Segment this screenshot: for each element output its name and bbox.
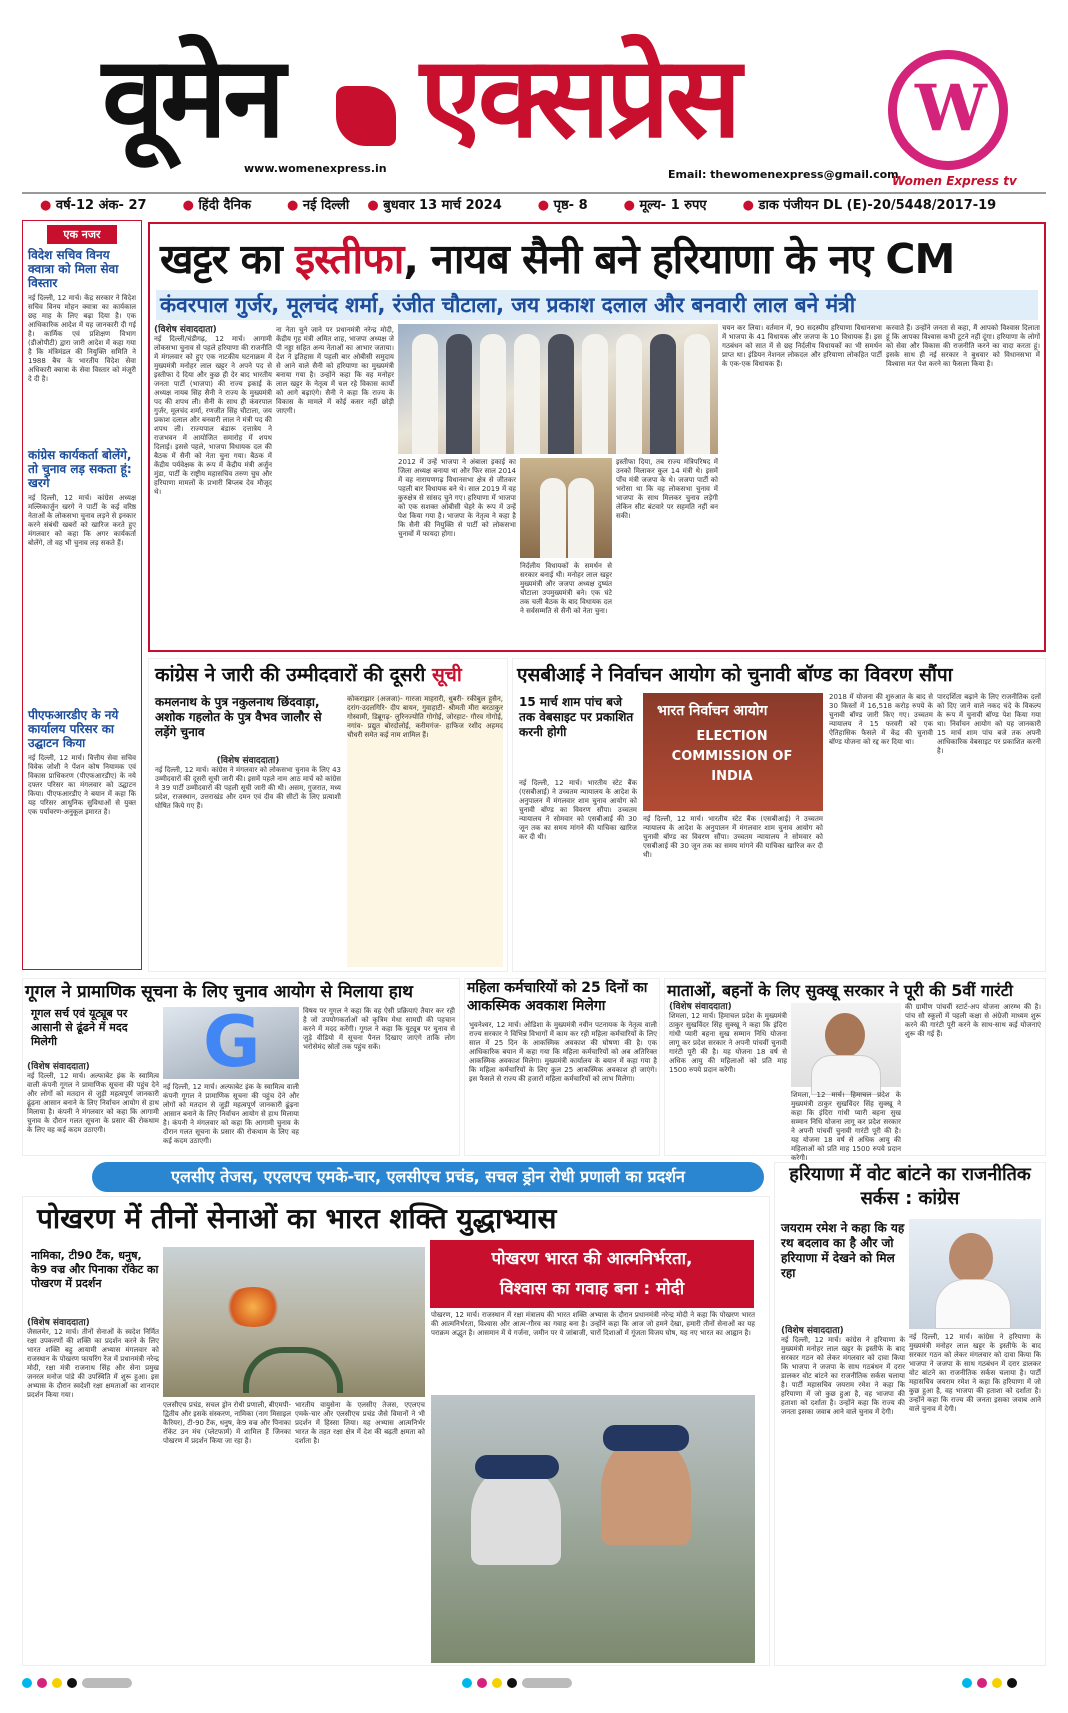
gray-bar bbox=[522, 1678, 572, 1688]
byline: (विशेष संवाददाता) bbox=[669, 1002, 732, 1012]
google-text-3: विषय पर गूगल ने कहा कि वह ऐसी प्रक्रियाएं तैयार कर रही है जो उपयोगकर्ताओं को कृत्रिम मेधा सामग्री की पहचान करने में मदद करेंगी। गूगल ने कहा कि यूट्यूब पर चुनाव से जुड़े वीडियो में सूचना पैनल दिखाए जाएंगे ताकि लोग भरोसेमंद स्रोतों तक पहुंच सकें। bbox=[303, 1007, 455, 1051]
pokhran-text-3: भारतीय वायुसेना के एलसीए तेजस, एएलएच एमके-चार और एलसीएच प्रचंड जैसे विमानों ने भी प्रदर्शन में हिस्सा लिया। यह अभ्यास आत्मनिर्भर भारत के तहत रक्षा क्षेत्र में देश की बढ़ती क्षमता को दर्शाता है। bbox=[295, 1401, 425, 1445]
color-dot bbox=[37, 1678, 47, 1688]
congress-body: नई दिल्ली, 12 मार्च। कांग्रेस ने मंगलवार को लोकसभा चुनाव के लिए 43 उम्मीदवारों की दूसरी सूची जारी की। इसमें पहले नाम आठ मार्च को कांग्रेस ने 39 पार्टी उम्मीदवारों की पहली सूची जारी की थी। असम, गुजरात, मध्य प्रदेश, राजस्थान, उत्तराखंड और दमन एवं दीव की सीटों के लिए प्रत्याशी घोषित किये गए हैं। bbox=[155, 766, 341, 810]
modi-quote-line-1: पोखरण भारत की आत्मनिर्भरता, bbox=[491, 1249, 693, 1269]
footer-color-dots-left bbox=[22, 1678, 132, 1688]
haryana-vote-text-1 bbox=[781, 1327, 905, 1661]
email-address[interactable]: Email: thewomenexpress@gmail.com bbox=[668, 168, 899, 181]
price: ● मूल्य- 1 रुपए bbox=[606, 195, 725, 213]
google-text-2: नई दिल्ली, 12 मार्च। अल्फाबेट इंक के स्वामित्व वाली कंपनी गूगल ने प्रामाणिक सूचना की पहुंच देने और लोगों को मतदान से जुड़ी महत्वपूर्ण जानकारी ढूंढ़ना आसान बनाने के लिए निर्वाचन आयोग से हाथ मिलाया है। कंपनी ने मंगलवार को कहा कि आगामी चुनाव के दौरान गलत सूचना के प्रसार की रोकथाम के लिए वह कई कदम उठाएगी। bbox=[163, 1083, 299, 1145]
modi-quote-box bbox=[430, 1240, 754, 1308]
lead-column-5: इस्तीफा दिया, तब राज्य मंत्रिपरिषद में उनको मिलाकर कुल 14 मंत्री थे। इसमें पाँच मंत्री जजपा के थे। जजपा पार्टी को भरोसा था कि वह लोकसभा चुनाव में भाजपा के साथ मिलकर चुनाव लड़ेगी लेकिन सीट बंटवारे पर सहमति नहीं बन सकी। bbox=[616, 458, 718, 520]
pokhran-subheadline: नामिका, टी90 टैंक, धनुष, के9 वज्र और पिनाका रॉकेट का पोखरण में प्रदर्शन bbox=[31, 1249, 159, 1290]
lead-column-7: करवाते हैं। उन्होंने जनता से कहा, मैं आपको विश्वास दिलाता हूं कि आपका विश्वास कभी टूटने नहीं दूंगा। हरियाणा के लोगों को सेवा और विकास की राजनीति करने का वादा करता हूं। इसके साथ ही नई सरकार ने बुधवार को विधानसभा में विश्वास मत पेश करने का फैसला किया है। bbox=[886, 324, 1041, 368]
footer-color-dots-center bbox=[462, 1678, 572, 1688]
sbi-electoral-bond-story bbox=[512, 658, 1046, 972]
congress-headline-highlight: सूची bbox=[431, 664, 462, 686]
masthead-title-black: वूमेन bbox=[102, 32, 282, 163]
brief-headline[interactable]: पीएफआरडीए के नये कार्यालय परिसर का उद्घाटन किया bbox=[28, 708, 119, 750]
logo-caption: Women Express tv bbox=[892, 174, 1017, 188]
masthead-title-red: एक्सप्रेस bbox=[420, 32, 738, 163]
sbi-text-1b: नई दिल्ली, 12 मार्च। भारतीय स्टेट बैंक (एसबीआई) ने उच्चतम न्यायालय के आदेश के अनुपालन में मंगलवार शाम चुनाव आयोग को चुनावी बॉण्ड का विवरण सौंपा। उच्चतम न्यायालय ने सोमवार को एसबीआई की 30 जून तक का समय मांगने की याचिका खारिज कर दी थी। bbox=[643, 815, 823, 859]
google-logo-icon: G bbox=[203, 1001, 261, 1083]
women-leave-headline[interactable]: महिला कर्मचारियों को 25 दिनों का आकस्मिक अवकाश मिलेगा bbox=[467, 980, 648, 1014]
color-dot bbox=[992, 1678, 1002, 1688]
election-commission-photo bbox=[643, 693, 823, 811]
hug-photo bbox=[520, 458, 612, 558]
byline: (विशेष संवाददाता) bbox=[27, 1318, 90, 1328]
color-dot bbox=[1007, 1678, 1017, 1688]
haryana-vote-text-2: नई दिल्ली, 12 मार्च। कांग्रेस ने हरियाणा के मुख्यमंत्री मनोहर लाल खट्टर के इस्तीफे के बाद सरकार गठन को लेकर मंगलवार को दावा किया कि भाजपा ने जजपा के साथ गठबंधन में दरार डालकर वोट बांटने का राजनीतिक सर्कस चलाया है। पार्टी महासचिव जयराम रमेश ने कहा कि हरियाणा में जो कुछ हुआ है, वह भाजपा की हताशा को दर्शाता है। उन्होंने कहा कि राज्य की जनता इसका जवाब आने वाले चुनाव में देगी। bbox=[909, 1333, 1041, 1413]
congress-list-story bbox=[148, 658, 508, 972]
sbi-text-2: 2018 में योजना की शुरुआत के बाद से 30 किस्तों में 16,518 करोड़ रुपये के चुनावी बॉण्ड जारी किए गए। उच्चतम न्यायालय ने 15 फरवरी को एक ऐतिहासिक फैसले में केंद्र की चुनावी बॉण्ड योजना को रद्द कर दिया था। bbox=[829, 693, 933, 746]
google-headline[interactable]: गूगल ने प्रामाणिक सूचना के लिए चुनाव आयोग से मिलाया हाथ bbox=[25, 982, 414, 1002]
sbi-text-1: नई दिल्ली, 12 मार्च। भारतीय स्टेट बैंक (एसबीआई) ने उच्चतम न्यायालय के आदेश के अनुपालन में मंगलवार शाम चुनाव आयोग को चुनावी बॉण्ड का विवरण सौंपा। उच्चतम न्यायालय ने सोमवार को एसबीआई की 30 जून तक का समय मांगने की याचिका खारिज कर दी थी। bbox=[519, 779, 637, 841]
lead-story bbox=[148, 222, 1046, 652]
newspaper-page bbox=[22, 28, 1046, 1688]
haryana-vote-body: नई दिल्ली, 12 मार्च। कांग्रेस ने हरियाणा के मुख्यमंत्री मनोहर लाल खट्टर के इस्तीफे के बाद सरकार गठन को लेकर मंगलवार को दावा किया कि भाजपा ने जजपा के साथ गठबंधन में दरार डालकर वोट बांटने का राजनीतिक सर्कस चलाया है। पार्टी महासचिव जयराम रमेश ने कहा कि हरियाणा में जो कुछ हुआ है, वह भाजपा की हताशा को दर्शाता है। उन्होंने कहा कि राज्य की जनता इसका जवाब आने वाले चुनाव में देगी। bbox=[781, 1336, 905, 1416]
lead-column-4: निर्दलीय विधायकों के समर्थन से सरकार बनाई थी। मनोहर लाल खट्टर मुख्यमंत्री और जजपा अध्यक्ष दुष्यंत चौटाला उपमुख्यमंत्री बने। एक घंटे तक चली बैठक के बाद विधायक दल ने सर्वसम्मति से सैनी को नेता चुना। bbox=[520, 562, 612, 615]
issue-info-bar bbox=[22, 192, 1046, 214]
sukhu-text-2: शिमला, 12 मार्च। हिमाचल प्रदेश के मुख्यमंत्री ठाकुर सुखविंदर सिंह सुक्खू ने कहा कि इंदिरा गांधी प्यारी बहना सुख सम्मान निधि योजना लागू कर प्रदेश सरकार ने अपनी पांचवीं चुनावी गारंटी पूरी की है। यह योजना 18 वर्ष से अधिक आयु की महिलाओं को प्रति माह 1500 रुपये प्रदान करेगी। bbox=[791, 1091, 901, 1162]
byline: (विशेष संवाददाता) bbox=[216, 756, 280, 766]
color-dot bbox=[52, 1678, 62, 1688]
logo-w-icon: W bbox=[915, 71, 987, 146]
brief-headline[interactable]: कांग्रेस कार्यकर्ता बोलेंगे, तो चुनाव लड़ सकता हूं: खरगे bbox=[28, 448, 132, 490]
ec-sign-english: ELECTION COMMISSION OF INDIA bbox=[671, 729, 793, 784]
page-count: ● पृष्ठ- 8 bbox=[520, 195, 606, 213]
jairam-ramesh-photo bbox=[909, 1219, 1041, 1329]
lead-headline[interactable] bbox=[160, 230, 954, 286]
color-dot bbox=[462, 1678, 472, 1688]
lead-column-2: ना नेता चुने जाने पर प्रधानमंत्री नरेन्द्र मोदी, केंद्रीय गृह मंत्री अमित शाह, भाजपा अध्यक्ष जे पी नड्डा सहित अन्य नेताओं का आभार जताया। देश ने इतिहास में पहली बार ओबीसी समुदाय से आने वाले सैनी को हरियाणा का मुख्यमंत्री बनाया गया है। उन्होंने कहा कि वह मनोहर लाल खट्टर के नेतृत्व में चल रहे विकास कार्यों को आगे बढ़ाएंगे। सैनी ने कहा कि राज्य के विकास के मामले में कोई कसर नहीं छोड़ी जाएगी। bbox=[276, 326, 394, 415]
byline: (विशेष संवाददाता) bbox=[781, 1326, 844, 1336]
google-body: नई दिल्ली, 12 मार्च। अल्फाबेट इंक के स्वामित्व वाली कंपनी गूगल ने प्रामाणिक सूचना की पहुंच देने और लोगों को मतदान से जुड़ी महत्वपूर्ण जानकारी ढूंढ़ना आसान बनाने के लिए निर्वाचन आयोग से हाथ मिलाया है। कंपनी ने मंगलवार को कहा कि आगामी चुनाव के दौरान गलत सूचना के प्रसार की रोकथाम के लिए वह कई कदम उठाएगी। bbox=[27, 1072, 159, 1134]
color-dot bbox=[962, 1678, 972, 1688]
google-phone-photo bbox=[163, 1001, 299, 1083]
color-dot bbox=[477, 1678, 487, 1688]
women-leave-story bbox=[464, 978, 660, 1156]
congress-headline[interactable] bbox=[155, 661, 507, 687]
issue-number: ● वर्ष-12 अंक- 27 bbox=[22, 195, 165, 213]
brief-body: नई दिल्ली, 12 मार्च। वित्तीय सेवा सचिव विवेक जोशी ने पेंशन कोष नियामक एवं विकास प्राधिकरण (पीएफआरडीए) के नये दफ्तर परिसर का मंगलवार को उद्घाटन किया। पीएफआरडीए ने बयान में कहा कि यह परिसर आधुनिक सुविधाओं से युक्त एक पर्यावरण-अनुकूल इमारत है। bbox=[28, 754, 136, 816]
modi-rajnath-photo bbox=[431, 1395, 755, 1663]
color-dot bbox=[67, 1678, 77, 1688]
color-dot bbox=[492, 1678, 502, 1688]
google-story bbox=[22, 978, 460, 1156]
lead-text: नई दिल्ली/चंडीगढ़, 12 मार्च। आगामी लोकसभा चुनाव से पहले हरियाणा की राजनीति में मंगलवार को हुए एक नाटकीय घटनाक्रम में मुख्यमंत्री मनोहर लाल खट्टर ने अपने पद से इस्तीफा दे दिया और कुछ ही देर बाद भारतीय जनता पार्टी (भाजपा) की राज्य इकाई के अध्यक्ष नायब सिंह सैनी ने राज्य के मुख्यमंत्री पद की शपथ ली। सैनी के साथ ही कंवरपाल गुर्जर, मूलचंद शर्मा, रणजीत सिंह चौटाला, जय प्रकाश दलाल और बनवारी लाल ने मंत्री पद की शपथ ली। राज्यपाल बंडारू दत्तात्रेय ने राजभवन में आयोजित समारोह में शपथ दिलाई। इससे पहले, भाजपा विधायक दल की बैठक में सैनी को नेता चुना गया। बैठक में केंद्रीय पर्यवेक्षक के रूप में केंद्रीय मंत्री अर्जुन मुंडा, पार्टी के राष्ट्रीय महासचिव तरुण चुघ और हरियाणा मामलों के प्रभारी बिप्लब देव मौजूद थे। bbox=[154, 335, 272, 496]
website-url[interactable]: www.womenexpress.in bbox=[244, 162, 387, 175]
masthead bbox=[22, 28, 1046, 188]
sukhu-text-3: की ग्रामीण पांचवीं स्टार्ट-अप योजना आरम्भ की है। पांच सौ स्कूलों में पहली कक्षा से अंग्रेजी माध्यम शुरू करने की गारंटी पूरी करने के साथ-साथ कई योजनाएं शुरू की गई हैं। bbox=[905, 1003, 1041, 1038]
footer-color-dots-right bbox=[962, 1678, 1017, 1688]
brief-body: नई दिल्ली, 12 मार्च। कांग्रेस अध्यक्ष मल्लिकार्जुन खरगे ने पार्टी के कई वरिष्ठ नेताओं के लोकसभा चुनाव लड़ने से इनकार करने संबंधी खबरों को खारिज करते हुए मंगलवार को कहा कि अगर कार्यकर्ता बोलेंगे, तो वह भी चुनाव लड़ सकते हैं। bbox=[28, 494, 136, 547]
brief-body: नई दिल्ली, 12 मार्च। केंद्र सरकार ने विदेश सचिव विनय मोहन क्वात्रा का कार्यकाल छह माह के लिए बढ़ा दिया है। एक आधिकारिक आदेश में यह जानकारी दी गई है। कार्मिक एवं प्रशिक्षण विभाग (डीओपीटी) द्वारा जारी आदेश में कहा गया है कि मंत्रिमंडल की नियुक्ति समिति ने 1988 बैच के भारतीय विदेश सेवा अधिकारी क्वात्रा के सेवा विस्तार को मंजूरी दे दी है। bbox=[28, 294, 136, 383]
sbi-headline[interactable]: एसबीआई ने निर्वाचन आयोग को चुनावी बॉण्ड का विवरण सौंपा bbox=[517, 664, 953, 686]
congress-headline-part: कांग्रेस ने जारी की उम्मीदवारों की दूसरी bbox=[155, 664, 432, 686]
lead-column-1 bbox=[154, 326, 272, 646]
ek-nazar-column bbox=[22, 220, 142, 970]
pokhran-headline[interactable]: पोखरण में तीनों सेनाओं का भारत शक्ति युद्धाभ्यास bbox=[37, 1202, 557, 1235]
pokhran-exercise-photo bbox=[163, 1247, 425, 1397]
pokhran-text-1 bbox=[27, 1319, 159, 1663]
modi-quote-line-2: विश्वास का गवाह बना : मोदी bbox=[499, 1279, 685, 1299]
congress-text-1 bbox=[155, 757, 341, 967]
sukhu-portrait-photo bbox=[791, 1003, 901, 1087]
congress-text-2: कोकराझार (अजजा)- गारजा माहरारी, धुबरी- रकीबुल हुसैन, दरांग-उदलगिरि- दीप बायन, गुवाहाटी- श्रीमती मीरा बरठाकुर गोस्वामी, डिब्रूगढ़- लुरिनज्योति गोगोई, जोरहाट- गौरव गोगोई, नगांव- प्रद्युत बोरदोलोई, करीमगंज- हाफिज रशीद अहमद चौधरी समेत कई नाम शामिल हैं। bbox=[347, 695, 503, 967]
brief-headline[interactable]: विदेश सचिव विनय क्वात्रा को मिला सेवा विस्तार bbox=[28, 248, 119, 290]
lead-column-3: 2012 में उन्हें भाजपा ने अंबाला इकाई का जिला अध्यक्ष बनाया था और फिर साल 2014 में वह नारायणगढ़ विधानसभा क्षेत्र से जीतकर पहली बार विधायक बने थे। साल 2019 में वह कुरुक्षेत्र से सांसद चुने गए। हरियाणा में भाजपा को एक सशक्त ओबीसी चेहरे के रूप में उन्हें पेश किया गया है। भाजपा के नेतृत्व ने कहा है कि सैनी की नियुक्ति से पार्टी को लोकसभा चुनावों में फायदा होगा। bbox=[398, 458, 516, 538]
lead-subheadline: कंवरपाल गुर्जर, मूलचंद शर्मा, रंजीत चौटाला, जय प्रकाश दलाल और बनवारी लाल बने मंत्री bbox=[156, 290, 1038, 320]
pokhran-text-2: एलसीएच प्रचंड, सचल ड्रोन रोधी प्रणाली, बीएमपी-द्वितीय और इसके संस्करण, नामिका (नाग मिसाइल कैरियर), टी-90 टैंक, धनुष, के9 वज्र और पिनाका रॉकेट उन मंच (प्लेटफार्म) में शामिल हैं जिनका पोखरण में प्रदर्शन किया जा रहा है। bbox=[163, 1401, 291, 1445]
ec-sign-hindi: भारत निर्वाचन आयोग bbox=[657, 703, 768, 719]
color-dot bbox=[507, 1678, 517, 1688]
lead-headline-part: खट्टर का bbox=[160, 235, 296, 283]
google-subheadline: गूगल सर्च एवं यूट्यूब पर आसानी से ढूंढने में मदद मिलेगी bbox=[31, 1007, 128, 1048]
ek-nazar-tag: एक नजर bbox=[47, 225, 117, 244]
hand-logo-icon bbox=[336, 86, 396, 146]
sbi-subheadline: 15 मार्च शाम पांच बजे तक वेबसाइट पर प्रकाशित करनी होगी bbox=[519, 695, 634, 739]
color-dot bbox=[977, 1678, 987, 1688]
city: ● नई दिल्ली bbox=[269, 195, 367, 213]
postal-registration: ● डाक पंजीयन DL (E)-20/5448/2017-19 bbox=[725, 195, 1015, 213]
haryana-vote-headline[interactable]: हरियाणा में वोट बांटने का राजनीतिक सर्कस : कांग्रेस bbox=[789, 1164, 1031, 1209]
swearing-in-photo bbox=[398, 324, 718, 454]
women-express-tv-logo bbox=[888, 50, 1008, 170]
army-banner-strip: एलसीए तेजस, एएलएच एमके-चार, एलसीएच प्रचंड, सचल ड्रोन रोधी प्रणाली का प्रदर्शन bbox=[92, 1162, 764, 1192]
sukhu-headline[interactable]: माताओं, बहनों के लिए सुक्खू सरकार ने पूरी की 5वीं गारंटी bbox=[667, 981, 1013, 1000]
paper-type: ● हिंदी दैनिक bbox=[165, 195, 269, 213]
lead-headline-highlight: इस्तीफा bbox=[295, 235, 404, 283]
lead-headline-part: , नायब सैनी बने हरियाणा के नए CM bbox=[403, 235, 955, 283]
sukhu-body: शिमला, 12 मार्च। हिमाचल प्रदेश के मुख्यमंत्री ठाकुर सुखविंदर सिंह सुक्खू ने कहा कि इंदिरा गांधी प्यारी बहना सुख सम्मान निधि योजना लागू कर प्रदेश सरकार ने अपनी पांचवीं चुनावी गारंटी पूरी की है। यह योजना 18 वर्ष से अधिक आयु की महिलाओं को प्रति माह 1500 रुपये प्रदान करेगी। bbox=[669, 1012, 787, 1074]
gray-bar bbox=[82, 1678, 132, 1688]
congress-subheadline: कमलनाथ के पुत्र नकुलनाथ छिंदवाड़ा, अशोक गहलोत के पुत्र वैभव जालौर से लड़ेंगे चुनाव bbox=[155, 695, 322, 739]
color-dot bbox=[22, 1678, 32, 1688]
byline: (विशेष संवाददाता) bbox=[154, 325, 217, 335]
pokhran-body: जैसलमेर, 12 मार्च। तीनों सेनाओं के स्वदेश निर्मित रक्षा उपकरणों की शक्ति का प्रदर्शन करने के लिए भारत शक्ति बहु आयामी अभ्यास मंगलवार को राजस्थान के पोखरण फायरिंग रेंज में प्रधानमंत्री नरेन्द्र मोदी, रक्षा मंत्री राजनाथ सिंह और सेना प्रमुख जनरल मनोज पांडे की उपस्थिति में शुरू हुआ। इस अभ्यास के दौरान स्वदेशी रक्षा क्षमताओं का शानदार प्रदर्शन किया गया। bbox=[27, 1328, 159, 1399]
google-text-1 bbox=[27, 1063, 159, 1153]
sukhu-text-1 bbox=[669, 1003, 787, 1153]
sukhu-guarantee-story bbox=[664, 978, 1046, 1162]
byline: (विशेष संवाददाता) bbox=[27, 1062, 90, 1072]
sbi-text-3: पारदर्शिता बढ़ाने के लिए राजनीतिक दलों को दिए जाने वाले नकद चंदे के विकल्प के रूप में चुनावी बॉण्ड पेश किया गया था। निर्वाचन आयोग को यह जानकारी 15 मार्च शाम पांच बजे तक अपनी आधिकारिक वेबसाइट पर प्रकाशित करनी है। bbox=[937, 693, 1041, 755]
modi-text: पोखरण, 12 मार्च। राजस्थान में रक्षा मंत्रालय की भारत शक्ति अभ्यास के दौरान प्रधानमंत्री नरेन्द्र मोदी ने कहा कि पोखरण भारत की आत्मनिर्भरता, विश्वास और आत्म-गौरव का गवाह बना है। उन्होंने कहा कि आज जो हमने देखा, हमारी तीनों सेनाओं का यह पराक्रम अद्भुत है। आसमान में ये गर्जना, जमीन पर ये जांबाजी, चारों दिशाओं में गूंजता विजय घोष, यह नए भारत का आह्वान है। bbox=[431, 1311, 755, 1337]
women-leave-text: भुवनेश्वर, 12 मार्च। ओडिशा के मुख्यमंत्री नवीन पटनायक के नेतृत्व वाली राज्य सरकार ने विभिन्न विभागों में काम कर रही महिला कर्मचारियों के लिए साल में 25 दिन के आकस्मिक अवकाश की घोषणा की है। एक आधिकारिक बयान में कहा गया कि महिला कर्मचारियों को अब अतिरिक्त आकस्मिक अवकाश मिलेगा। मुख्यमंत्री कार्यालय के बयान में कहा गया है कि महिला कर्मचारियों के लिए कुल 25 आकस्मिक अवकाश हो जाएंगे। इस फैसले से राज्य की हजारों महिला कर्मचारियों को लाभ मिलेगा। bbox=[469, 1021, 657, 1083]
haryana-vote-story bbox=[774, 1162, 1046, 1666]
lead-column-6: चयन कर लिया। वर्तमान में, 90 सदस्यीय हरियाणा विधानसभा में भाजपा के 41 विधायक और जजपा के 10 विधायक हैं। इस गठबंधन को सात में से छह निर्दलीय विधायकों का भी समर्थन प्राप्त था। इंडियन नेशनल लोकदल और हरियाणा लोकहित पार्टी के एक-एक विधायक हैं। bbox=[722, 324, 882, 368]
issue-date: ● बुधवार 13 मार्च 2024 bbox=[367, 195, 519, 213]
haryana-vote-subheadline: जयराम रमेश ने कहा कि यह रथ बदलाव का है और जो हरियाणा में देखने को मिल रहा bbox=[781, 1221, 905, 1280]
